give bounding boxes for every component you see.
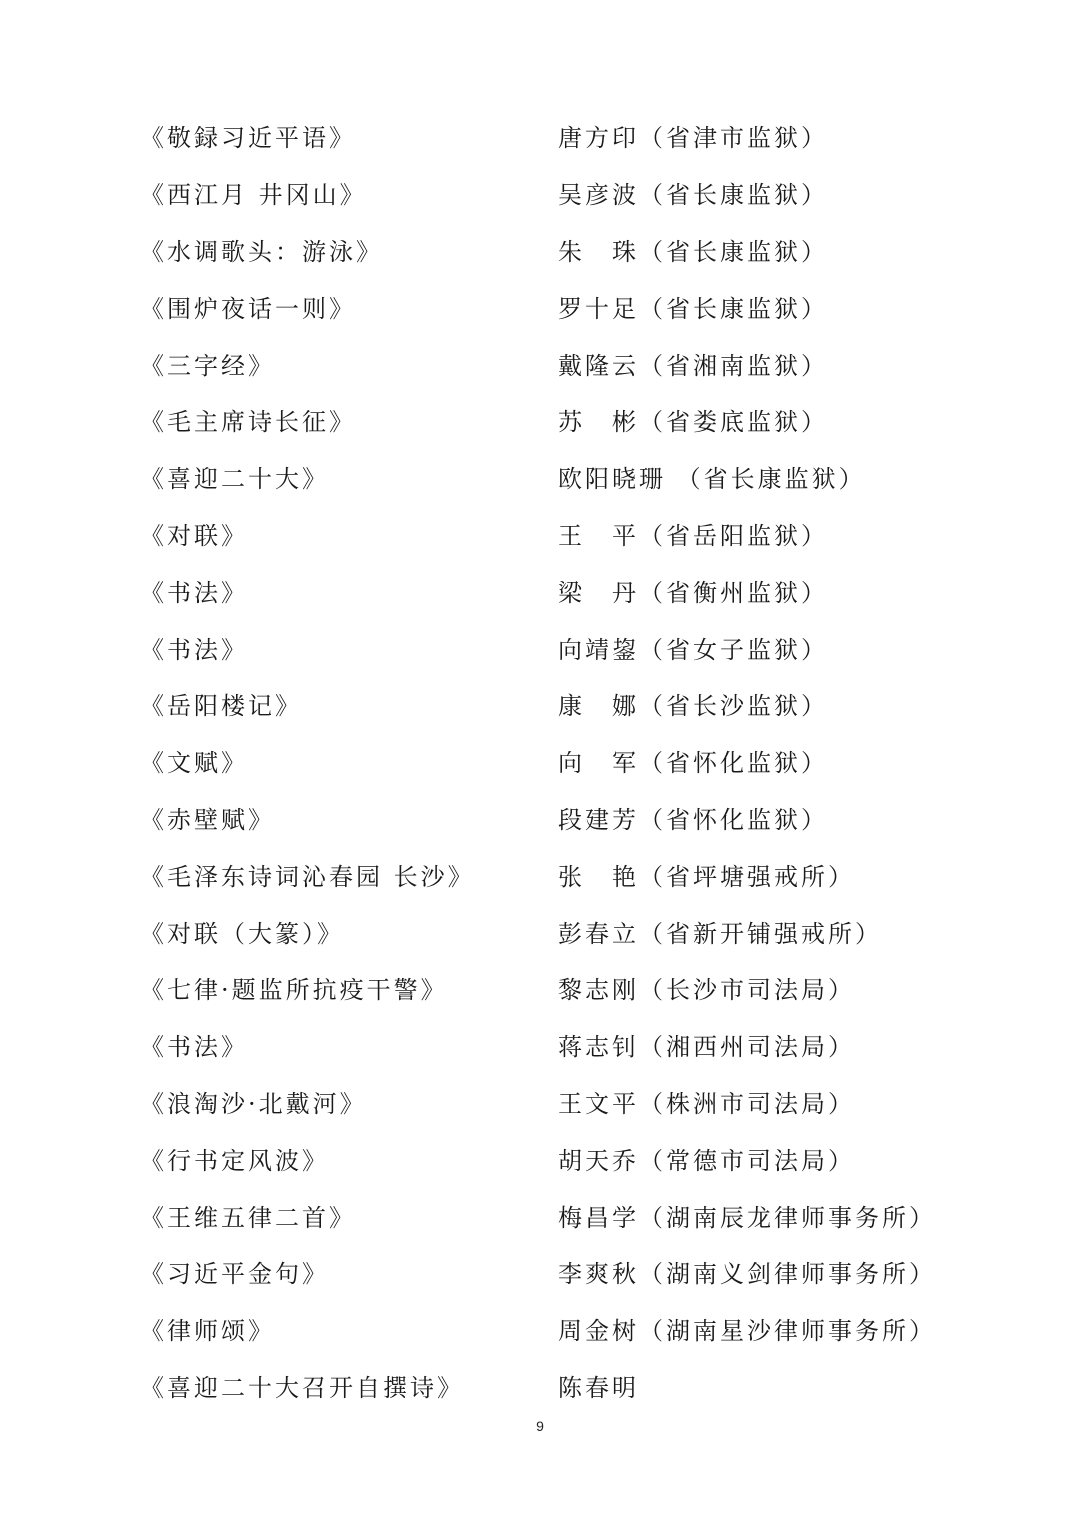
entry-list [140, 110, 940, 1416]
author-name: 唐方印（省津市监狱） [558, 124, 828, 153]
list-item [140, 792, 940, 849]
list-item [140, 1076, 940, 1133]
work-title: 《三字经》 [140, 351, 275, 380]
work-title: 《书法》 [140, 578, 248, 607]
list-item [140, 1189, 940, 1246]
author-name: 梅昌学（湖南辰龙律师事务所） [558, 1203, 936, 1232]
author-name: 段建芳（省怀化监狱） [558, 805, 828, 834]
list-item [140, 621, 940, 678]
work-title: 《律师颂》 [140, 1317, 275, 1346]
work-title: 《书法》 [140, 1033, 248, 1062]
list-item [140, 224, 940, 281]
work-title: 《对联（大篆）》 [140, 919, 344, 948]
author-name: 李爽秋（湖南义剑律师事务所） [558, 1260, 936, 1289]
work-title: 《对联》 [140, 521, 248, 550]
work-title: 《浪淘沙·北戴河》 [140, 1089, 367, 1118]
author-name: 罗十足（省长康监狱） [558, 294, 828, 323]
list-item [140, 110, 940, 167]
list-item [140, 280, 940, 337]
work-title: 《西江月 井冈山》 [140, 181, 367, 210]
author-name: 周金树（湖南星沙律师事务所） [558, 1317, 936, 1346]
list-item [140, 167, 940, 224]
work-title: 《毛泽东诗词沁春园 长沙》 [140, 862, 475, 891]
list-item [140, 337, 940, 394]
work-title: 《喜迎二十大》 [140, 465, 329, 494]
author-name: 向 军（省怀化监狱） [558, 749, 828, 778]
author-name: 康 娜（省长沙监狱） [558, 692, 828, 721]
author-name: 彭春立（省新开铺强戒所） [558, 919, 882, 948]
work-title: 《赤壁赋》 [140, 805, 275, 834]
author-name: 王文平（株洲市司法局） [558, 1089, 855, 1118]
author-name: 朱 珠（省长康监狱） [558, 237, 828, 266]
work-title: 《七律·题监所抗疫干警》 [140, 976, 448, 1005]
author-name: 向靖鋆（省女子监狱） [558, 635, 828, 664]
list-item [140, 451, 940, 508]
list-item [140, 735, 940, 792]
author-name: 胡天乔（常德市司法局） [558, 1146, 855, 1175]
author-name: 苏 彬（省娄底监狱） [558, 408, 828, 437]
list-item [140, 394, 940, 451]
list-item [140, 1132, 940, 1189]
author-name: 蒋志钊（湘西州司法局） [558, 1033, 855, 1062]
author-name: 王 平（省岳阳监狱） [558, 521, 828, 550]
work-title: 《王维五律二首》 [140, 1203, 356, 1232]
list-item [140, 508, 940, 565]
list-item [140, 962, 940, 1019]
author-name: 欧阳晓珊 （省长康监狱） [558, 465, 866, 494]
author-name: 梁 丹（省衡州监狱） [558, 578, 828, 607]
author-name: 陈春明 [558, 1373, 639, 1402]
author-name: 黎志刚（长沙市司法局） [558, 976, 855, 1005]
work-title: 《文赋》 [140, 749, 248, 778]
list-item [140, 678, 940, 735]
work-title: 《习近平金句》 [140, 1260, 329, 1289]
work-title: 《敬録习近平语》 [140, 124, 356, 153]
list-item [140, 564, 940, 621]
author-name: 戴隆云（省湘南监狱） [558, 351, 828, 380]
page-number: 9 [536, 1418, 544, 1434]
author-name: 张 艳（省坪塘强戒所） [558, 862, 855, 891]
work-title: 《喜迎二十大召开自撰诗》 [140, 1373, 464, 1402]
list-item [140, 1303, 940, 1360]
list-item [140, 1019, 940, 1076]
work-title: 《行书定风波》 [140, 1146, 329, 1175]
work-title: 《岳阳楼记》 [140, 692, 302, 721]
work-title: 《书法》 [140, 635, 248, 664]
work-title: 《围炉夜话一则》 [140, 294, 356, 323]
list-item [140, 1246, 940, 1303]
work-title: 《毛主席诗长征》 [140, 408, 356, 437]
list-item [140, 1360, 940, 1417]
list-item [140, 905, 940, 962]
work-title: 《水调歌头：游泳》 [140, 237, 383, 266]
author-name: 吴彦波（省长康监狱） [558, 181, 828, 210]
list-item [140, 848, 940, 905]
